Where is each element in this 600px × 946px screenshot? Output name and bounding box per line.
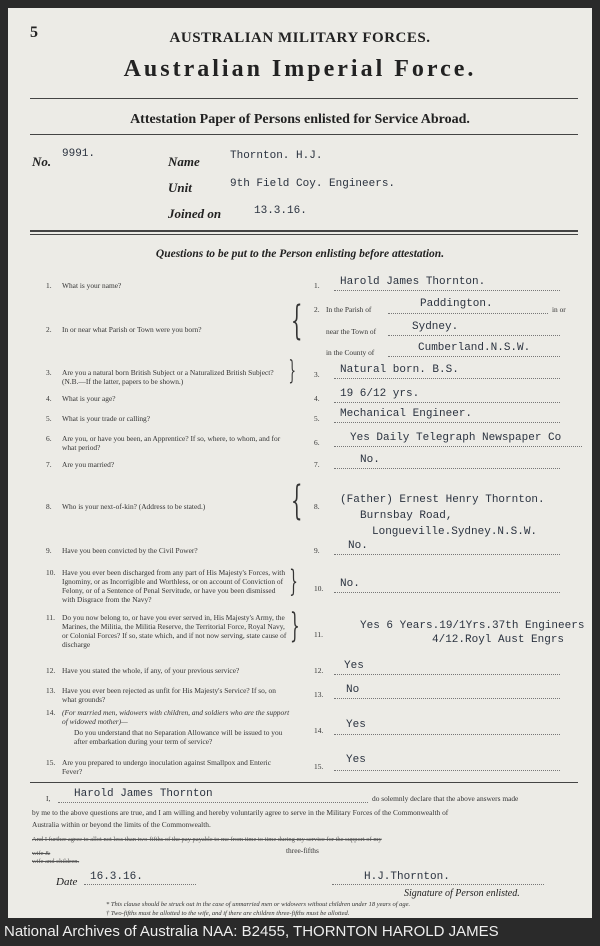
answer-number: 13.: [314, 690, 324, 699]
wife-note: wife &: [32, 850, 51, 857]
corner-mark: 5: [30, 24, 38, 41]
answer-number: 10.: [314, 584, 324, 593]
kin-line-3: Longueville.Sydney.N.S.W.: [372, 526, 538, 538]
answer-number: 5.: [314, 414, 320, 423]
answer-number: 12.: [314, 666, 324, 675]
declaration-i: I,: [46, 794, 51, 803]
answer-number: 11.: [314, 630, 323, 639]
brace: }: [288, 356, 296, 386]
joined-label: Joined on: [168, 206, 222, 221]
in-or-label: in or: [552, 305, 566, 314]
answer-name: Harold James Thornton.: [340, 276, 486, 288]
answer-convicted: No.: [348, 540, 368, 552]
struck-clause-2: wife and children.: [32, 858, 80, 865]
name-value: Thornton. H.J.: [230, 150, 323, 162]
question-text: Have you stated the whole, if any, of your previous service?: [62, 666, 240, 675]
answer-number: 1.: [314, 281, 320, 290]
county-value: Cumberland.N.S.W.: [418, 342, 531, 354]
service-line-2: 4/12.Royl Aust Engrs: [432, 634, 565, 646]
question-number: 3.: [46, 368, 52, 377]
question-text: Have you been convicted by the Civil Power?: [62, 546, 198, 555]
question-text: Have you ever been discharged from any part of His Majesty's Forces, with Ignominy, or as Incorrigible and Worthless, or on account of Conviction of Felony, or of a Sentence of Penal Servitude, or have you been dismissed with Disgrace from the Navy?: [62, 568, 286, 604]
question-text: Who is your next-of-kin? (Address to be stated.): [62, 502, 206, 511]
county-label: in the County of: [326, 348, 375, 357]
question-number: 11.: [46, 613, 55, 622]
date-label: Date: [56, 876, 78, 888]
question-text: Do you now belong to, or have you ever served in, His Majesty's Army, the Marines, the Militia, the Militia Reserve, the Territorial Force, Royal Navy, or Colonial Forces? If so, state which, and if not now serving, state cause of discharge: [62, 613, 287, 649]
question-number: 9.: [46, 546, 52, 555]
question-number: 15.: [46, 758, 56, 767]
town-value: Sydney.: [412, 321, 459, 333]
answer-number: 8.: [314, 502, 320, 511]
question-number: 4.: [46, 394, 52, 403]
question-text: What is your name?: [62, 281, 122, 290]
brace: }: [289, 606, 300, 646]
header-rule: [30, 98, 578, 99]
answer-number: 3.: [314, 370, 320, 379]
question-number: 5.: [46, 414, 52, 423]
three-fifths: three-fifths: [286, 846, 319, 855]
signature-value: H.J.Thornton.: [364, 871, 450, 883]
declaration-text-1: do solemnly declare that the above answers made: [372, 794, 519, 803]
record-rule-thin: [30, 234, 578, 235]
date-value: 16.3.16.: [90, 871, 143, 883]
question-text: In or near what Parish or Town were you born?: [62, 325, 202, 334]
attestation-paper: [8, 8, 592, 918]
unit-label: Unit: [168, 180, 192, 195]
joined-value: 13.3.16.: [254, 205, 307, 217]
footnote-2: † Two-fifths must be allotted to the wife, and if there are children three-fifths must be allotted.: [106, 910, 350, 917]
answer-number: 14.: [314, 726, 324, 735]
question-number: 2.: [46, 325, 52, 334]
question-number: 14.: [46, 708, 56, 717]
question-number: 13.: [46, 686, 56, 695]
paper-title: Attestation Paper of Persons enlisted for Service Abroad.: [130, 112, 470, 127]
answer-trade: Mechanical Engineer.: [340, 408, 473, 420]
question-text-2: Do you understand that no Separation Allowance will be issued to you after embarkation during your term of service?: [74, 728, 283, 746]
questions-rule: [30, 782, 578, 783]
no-value: 9991.: [62, 148, 96, 160]
parish-label: In the Parish of: [326, 305, 372, 314]
forces-heading: AUSTRALIAN MILITARY FORCES.: [169, 30, 431, 46]
question-text: Are you prepared to undergo inoculation against Smallpox and Enteric Fever?: [62, 758, 272, 776]
answer-number: 15.: [314, 762, 324, 771]
record-rule: [30, 230, 578, 232]
question-number: 10.: [46, 568, 56, 577]
town-label: near the Town of: [326, 327, 377, 336]
unit-value: 9th Field Coy. Engineers.: [230, 178, 396, 190]
aif-heading: Australian Imperial Force.: [123, 56, 477, 82]
title-rule: [30, 134, 578, 135]
archive-footer: National Archives of Australia NAA: B2455, THORNTON HAROLD JAMES: [0, 918, 600, 946]
question-text: Are you a natural born British Subject or a Naturalized British Subject? (N.B.—If the latter, papers to be shown.): [62, 368, 274, 386]
answer-inoculation: Yes: [346, 754, 366, 766]
question-text: Have you ever been rejected as unfit for His Majesty's Service? If so, on what grounds?: [62, 686, 276, 704]
answer-previous-service: Yes: [344, 660, 364, 672]
question-text: Are you married?: [62, 460, 115, 469]
answer-age: 19 6/12 yrs.: [340, 388, 420, 400]
signature-label: Signature of Person enlisted.: [404, 888, 520, 899]
kin-line-1: (Father) Ernest Henry Thornton.: [340, 494, 545, 506]
answer-nationality: Natural born. B.S.: [340, 364, 459, 376]
footnote-1: * This clause should be struck out in the case of unmarried men or widowers without children under 18 years of age.: [106, 901, 411, 908]
brace: }: [289, 564, 298, 599]
declaration-text-3: Australia within or beyond the limits of the Commonwealth.: [32, 820, 211, 829]
question-text: What is your age?: [62, 394, 116, 403]
answer-separation: Yes: [346, 719, 366, 731]
question-number: 8.: [46, 502, 52, 511]
question-text: Are you, or have you been, an Apprentice? If so, where, to whom, and for what period?: [62, 434, 281, 452]
declaration-name: Harold James Thornton: [74, 788, 213, 800]
answer-number: 6.: [314, 438, 320, 447]
question-text: What is your trade or calling?: [62, 414, 151, 423]
answer-discharged: No.: [340, 578, 360, 590]
answer-number: 7.: [314, 460, 320, 469]
question-number: 7.: [46, 460, 52, 469]
no-label: No.: [32, 154, 52, 169]
brace: {: [290, 478, 303, 524]
question-number: 1.: [46, 281, 52, 290]
question-number: 12.: [46, 666, 56, 675]
question-text: (For married men, widowers with children, and soldiers who are the support of widowed mother)—: [62, 708, 290, 726]
answer-apprentice: Yes Daily Telegraph Newspaper Co: [350, 432, 562, 444]
kin-line-2: Burnsbay Road,: [360, 510, 453, 522]
brace: {: [290, 298, 303, 344]
answer-number: 4.: [314, 394, 320, 403]
question-number: 6.: [46, 434, 52, 443]
name-label: Name: [168, 154, 200, 169]
questions-heading: Questions to be put to the Person enlisting before attestation.: [155, 248, 445, 260]
service-line-1: Yes 6 Years.19/1Yrs.37th Engineers: [360, 620, 585, 632]
answer-married: No.: [360, 454, 380, 466]
answer-number: 9.: [314, 546, 320, 555]
answer-rejected: No: [346, 684, 360, 696]
answer-number: 2.: [314, 305, 320, 314]
struck-clause: And I further agree to allot not less than two-fifths of the pay payable to me from time to time during my service for the support of my: [32, 836, 382, 843]
parish-value: Paddington.: [420, 298, 493, 310]
declaration-text-2: by me to the above questions are true, and I am willing and hereby voluntarily agree to serve in the Military Forces of the Commonwealth of: [32, 808, 449, 817]
